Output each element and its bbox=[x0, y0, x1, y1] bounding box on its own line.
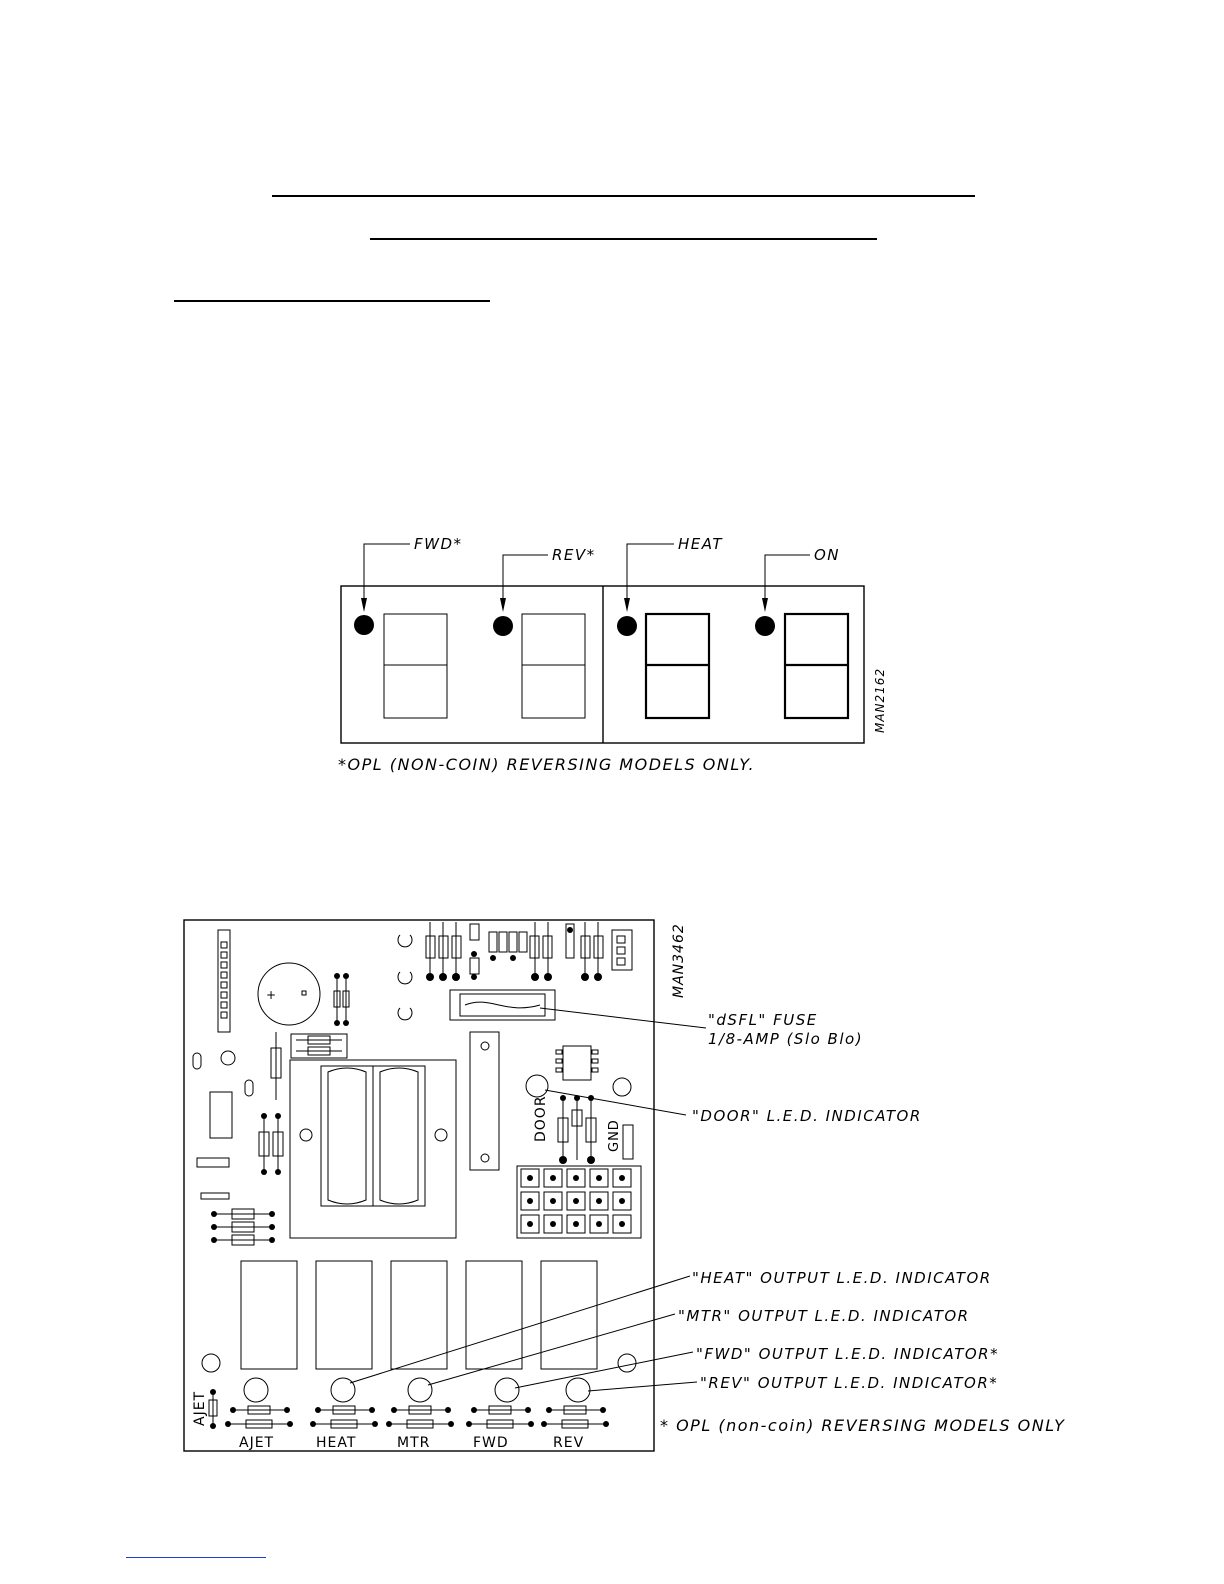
mtr-led-icon bbox=[408, 1378, 432, 1402]
relay-heat bbox=[316, 1261, 372, 1369]
relay-label-fwd: FWD bbox=[473, 1435, 509, 1451]
control-board bbox=[184, 920, 1065, 1451]
fuse-icon bbox=[450, 990, 555, 1020]
on-arrow-icon bbox=[762, 598, 768, 612]
door-resistors bbox=[558, 1095, 596, 1164]
small-diode bbox=[245, 1080, 253, 1096]
mtr-led-leader bbox=[428, 1314, 675, 1385]
gnd-board-label: GND bbox=[607, 1119, 622, 1152]
resistor-pair bbox=[334, 973, 349, 1026]
relay-mtr bbox=[391, 1261, 447, 1369]
display-panel bbox=[338, 535, 887, 774]
relay-label-rev: REV bbox=[553, 1435, 585, 1451]
door-board-label: DOOR bbox=[533, 1095, 549, 1142]
fwd-led-leader bbox=[515, 1352, 693, 1388]
capacitor-icon bbox=[221, 1051, 235, 1065]
fwd-led-icon bbox=[495, 1378, 519, 1402]
board-footnote: * OPL (non-coin) REVERSING MODELS ONLY bbox=[660, 1416, 1066, 1435]
rev-led-leader bbox=[588, 1382, 697, 1391]
rev-led-icon bbox=[566, 1378, 590, 1402]
fuse-callout-line2: 1/8-AMP (Slo Blo) bbox=[708, 1030, 864, 1048]
door-led-callout: "DOOR" L.E.D. INDICATOR bbox=[692, 1107, 922, 1125]
fuse-callout-line1: "dSFL" FUSE bbox=[708, 1011, 818, 1029]
fwd-indicator-dot bbox=[354, 615, 374, 635]
rev-arrow-icon bbox=[500, 598, 506, 612]
mtr-led-callout: "MTR" OUTPUT L.E.D. INDICATOR bbox=[678, 1307, 970, 1325]
heat-sink bbox=[470, 1032, 499, 1170]
transformer-icon bbox=[290, 1034, 456, 1238]
jumper-1 bbox=[197, 1158, 229, 1167]
fwd-leader bbox=[364, 544, 410, 610]
relay-label-heat: HEAT bbox=[316, 1435, 357, 1451]
fwd-led-callout: "FWD" OUTPUT L.E.D. INDICATOR* bbox=[696, 1345, 1000, 1363]
board-outline bbox=[184, 920, 654, 1451]
heat-led-icon bbox=[331, 1378, 355, 1402]
rev-led-callout: "REV" OUTPUT L.E.D. INDICATOR* bbox=[700, 1374, 999, 1392]
display-drawing-number: MAN2162 bbox=[873, 667, 887, 733]
rev-indicator-dot bbox=[493, 616, 513, 636]
rev-label: REV* bbox=[552, 546, 596, 564]
heat-led-callout: "HEAT" OUTPUT L.E.D. INDICATOR bbox=[692, 1269, 992, 1287]
left-connector-2 bbox=[210, 1092, 232, 1138]
digit-1 bbox=[384, 614, 447, 718]
on-leader bbox=[765, 555, 810, 610]
digit-2 bbox=[522, 614, 585, 718]
heat-led-leader bbox=[350, 1276, 690, 1383]
ajet-led-icon bbox=[244, 1378, 268, 1402]
left-connector bbox=[218, 930, 230, 1032]
svg-text:+: + bbox=[266, 988, 278, 1002]
relay-label-ajet: AJET bbox=[239, 1435, 275, 1451]
relay-rev bbox=[541, 1261, 597, 1369]
ic-chip bbox=[556, 1046, 598, 1080]
fwd-label: FWD* bbox=[414, 535, 463, 553]
pin-header bbox=[517, 1166, 641, 1238]
fuse-leader bbox=[540, 1008, 706, 1028]
digit-3 bbox=[646, 614, 709, 718]
small-capacitor bbox=[193, 1053, 201, 1069]
on-indicator-dot bbox=[755, 616, 775, 636]
rev-leader bbox=[503, 555, 548, 610]
small-capacitor-2 bbox=[613, 1078, 631, 1096]
door-led-icon bbox=[526, 1075, 548, 1097]
ajet-side-label: AJET bbox=[192, 1390, 208, 1426]
mount-hole-right bbox=[618, 1354, 636, 1372]
mount-hole-left bbox=[202, 1354, 220, 1372]
relay-label-mtr: MTR bbox=[397, 1435, 431, 1451]
fwd-arrow-icon bbox=[361, 598, 367, 612]
board-drawing-number: MAN3462 bbox=[671, 923, 687, 998]
buzzer-icon bbox=[258, 963, 320, 1025]
heat-arrow-icon bbox=[624, 598, 630, 612]
heat-label: HEAT bbox=[678, 535, 724, 553]
heat-indicator-dot bbox=[617, 616, 637, 636]
jumper-2 bbox=[201, 1193, 229, 1199]
gnd-terminal bbox=[623, 1125, 633, 1159]
on-label: ON bbox=[814, 546, 841, 564]
display-footnote: *OPL (NON-COIN) REVERSING MODELS ONLY. bbox=[338, 755, 756, 774]
digit-4 bbox=[785, 614, 848, 718]
relay-ajet bbox=[241, 1261, 297, 1369]
top-resistor-bank bbox=[398, 922, 632, 1020]
relay-fwd bbox=[466, 1261, 522, 1369]
heat-leader bbox=[627, 544, 674, 610]
